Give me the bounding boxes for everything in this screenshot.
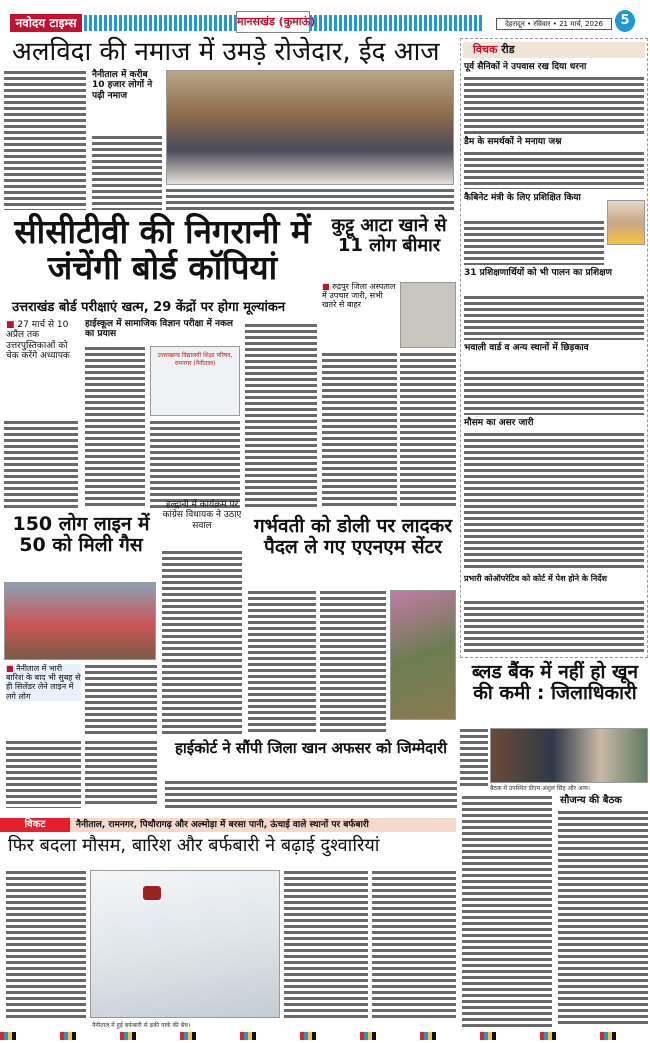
snow-caption: नैनीताल में हुई बर्फबारी से ढकी पार्क की बेंच। <box>92 1022 191 1029</box>
saujanya-text <box>558 810 648 1027</box>
doli-photo <box>390 590 456 720</box>
page-number: 5 <box>615 10 635 32</box>
cctv-text <box>245 323 317 508</box>
sidebar-text <box>464 600 644 654</box>
cctv-bullet: ■ 27 मार्च से 10 अप्रैल तक उत्तरपुस्तिकाओं को चेक करेंगे अध्यापक <box>6 320 70 362</box>
sidebar-text <box>464 370 644 415</box>
portrait-photo <box>607 200 645 245</box>
sidebar-text <box>464 432 644 570</box>
sidebar-title-rest: रीड <box>501 43 515 56</box>
bloodbank-headline: ब्लड बैंक में नहीं हो खून की कमी : जिलाधिकारी <box>471 661 639 704</box>
cctv-text <box>150 420 240 508</box>
sidebar-head: 31 प्रशिक्षणार्थियों को भी पालन का प्रशिक्षण <box>464 268 613 278</box>
kuttu-text <box>400 352 456 508</box>
sidebar-head: प्रभारी कोऑपरेटिव को कोर्ट में पेश होने के निर्देश <box>464 574 607 583</box>
kuttu-bullet: ■ रुद्रपुर जिला अस्पताल में उपचार जारी, सभी खतरे से बाहर <box>322 282 396 310</box>
bloodbank-text <box>462 795 552 1027</box>
weather-text <box>284 870 368 1020</box>
weather-text <box>372 870 456 1020</box>
saujanya-headline: सौजन्य की बैठक <box>560 795 622 806</box>
namaz-photo <box>166 70 454 185</box>
kuttu-headline: कुट्टू आटा खाने से 11 लोग बीमार <box>331 215 447 256</box>
sidebar-head: मौसम का असर जारी <box>464 418 534 428</box>
alvida-text <box>166 188 454 210</box>
sidebar-head: पूर्व सैनिकों ने उपवास रख दिया धरना <box>464 62 587 72</box>
gas-bullet-text: नैनीताल में भारी बारिश के बाद भी सुबह से ही सिलेंडर लेने लाइन में लगे लोग <box>6 664 81 701</box>
garbhvati-headline: गर्भवती को डोली पर लादकर पैदल ले गए एएनएम सेंटर <box>253 515 453 558</box>
kuttu-text <box>322 352 397 508</box>
weather-strip-text: नैनीताल, रामनगर, पिथौरागढ़ और अल्मोड़ा में बरसा पानी, ऊंचाई वाले स्थानों पर बर्फबारी <box>76 820 369 830</box>
highcourt-text <box>165 780 457 808</box>
red-bench <box>143 886 161 900</box>
flour-photo <box>400 282 456 348</box>
alvida-text <box>92 135 162 210</box>
haldwani-text <box>162 550 242 735</box>
sidebar-text <box>464 151 644 189</box>
bloodbank-text <box>460 728 488 786</box>
misc-text <box>85 740 157 807</box>
section-label: मानसखंड (कुमाऊं) <box>236 11 310 33</box>
gas-text <box>6 740 81 808</box>
cctv-inner-head: हाईस्कूल में सामाजिक विज्ञान परीक्षा में नकल का प्रयास <box>85 319 234 340</box>
masthead: नवोदय टाइम्स <box>10 14 82 32</box>
gas-queue-photo <box>4 582 156 660</box>
garbhvati-text <box>320 590 386 735</box>
sidebar-head: कैबिनेट मंत्री के लिए प्रशिक्षित किया <box>464 193 581 203</box>
cctv-bullet-text: 27 मार्च से 10 अप्रैल तक उत्तरपुस्तिकाओं को चेक करेंगे अध्यापक <box>6 320 70 362</box>
cctv-text <box>85 346 145 508</box>
gas-bullet: ■ नैनीताल में भारी बारिश के बाद भी सुबह से ही सिलेंडर लेने लाइन में लगे लोग <box>6 664 81 701</box>
garbhvati-text <box>248 590 316 735</box>
weather-label: विकट <box>0 818 70 832</box>
gas-headline: 150 लोग लाइन में 50 को मिली गैस <box>12 513 150 556</box>
sidebar-text <box>464 76 644 134</box>
weather-headline: फिर बदला मौसम, बारिश और बर्फबारी ने बढ़ाई दुश्वारियां <box>8 835 380 856</box>
sidebar-text <box>464 295 644 340</box>
dateline: देहरादून • रविवार • 21 मार्च, 2026 <box>496 18 612 30</box>
sidebar-head: डैम के समर्थकों ने मनाया जश्न <box>464 137 562 147</box>
kuttu-bullet-text: रुद्रपुर जिला अस्पताल में उपचार जारी, सभी खतरे से बाहर <box>322 282 396 310</box>
sidebar-head: भवाली वार्ड व अन्य स्थानों में छिड़काव <box>464 343 589 353</box>
alvida-side-head: नैनीताल में करीब 10 हजार लोगों ने पढ़ी नमाज <box>92 70 153 101</box>
weather-text <box>6 870 86 1020</box>
haldwani-headline: हल्द्वानी में कार्यक्रम पर कांग्रेस विधायक ने उठाए सवाल <box>162 500 242 531</box>
highcourt-headline: हाईकोर्ट ने सौंपी जिला खान अफसर को जिम्मेदारी <box>174 739 448 757</box>
meeting-caption: बैठक में उपस्थित डीएम अंशुल सिंह और अन्य। <box>490 785 591 792</box>
meeting-photo <box>490 728 648 783</box>
sidebar-text <box>464 220 604 265</box>
cctv-subhead: उत्तराखंड बोर्ड परीक्षाएं खत्म, 29 केंद्रों पर होगा मूल्यांकन <box>12 300 286 315</box>
sidebar-title-red: विचक <box>473 43 498 56</box>
snow-photo <box>90 870 280 1018</box>
sidebar-title <box>463 42 645 58</box>
cctv-headline: सीसीटीवी की निगरानी में जंचेंगी बोर्ड कॉपियां <box>14 212 311 288</box>
cctv-text <box>4 420 78 508</box>
alvida-headline: अलविदा की नमाज में उमड़े रोजेदार, ईद आज <box>12 37 440 67</box>
gas-text <box>85 664 157 734</box>
color-registration-bar <box>0 1032 650 1040</box>
board-office-photo: उत्तराखण्ड विद्यालयी शिक्षा परिषद, रामनगर (नैनीताल) <box>150 346 240 416</box>
alvida-text <box>4 70 86 210</box>
